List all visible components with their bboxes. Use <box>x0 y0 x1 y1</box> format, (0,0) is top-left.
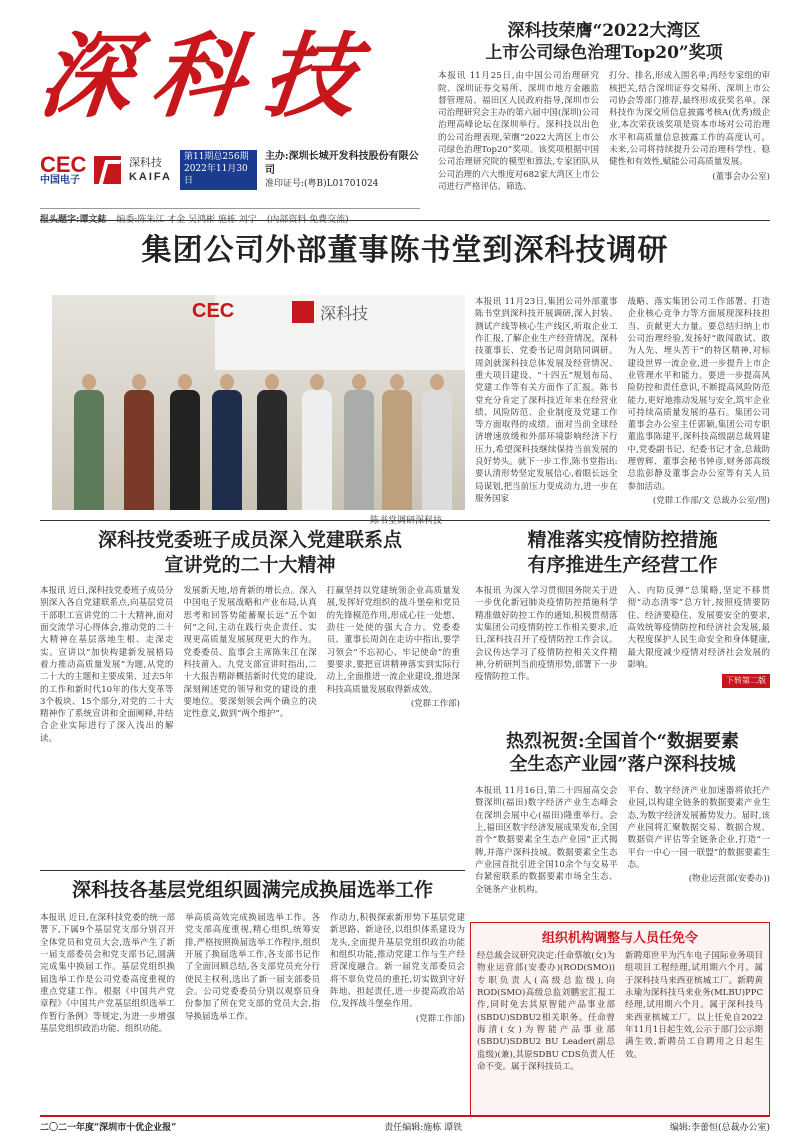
article-column: 打分、排名,形成入围名单;再经专家组的审核把关,结合深圳证券交易所、深圳上市公司协会等部门推荐,最终形成获奖名单。深科技作为深交所信息披露考核A(优秀)级企业,本次荣获该奖项是资本市场对公司治理水平和高质量信息披露工作的高度认可。未来,公司将持续提升公司治理科学性、稳健性和有效性,赋能公司高质量发展。 (董事会办公室) <box>609 71 770 182</box>
article-column: 本报讯 近日,深科技党委班子成员分别深入各自党建联系点,向基层党员干部职工宣讲党的二十大精神,面对面交流学习心得体会,推动党的二十大精神在基层落地生根、走深走实。宣讲以“加快构建新发展格局 着力推动高质量发展”为题,从党的二十大的主题和主要成果、过去5年的工作和新时代10年的伟大变革等3个板块、15个部分,对党的二十大精神作了系统宣讲和全面阐释,并结合企业实际进行了深入浅出的解读。 <box>40 586 174 744</box>
editorial-board: 编委:陈朱江 才金 吴鸿彬 施栋 刘宁 <box>116 215 257 225</box>
footer-award: 二〇二一年度“深圳市十优企业报” <box>40 1123 177 1133</box>
article-epidemic-body <box>475 585 770 688</box>
jump-label: 下转第二版 <box>722 674 770 688</box>
personnel-notice-box <box>470 922 770 1117</box>
main-headline: 集团公司外部董事陈书堂到深科技调研 <box>141 233 669 268</box>
byline: (董事会办公室) <box>712 171 770 182</box>
calligraphy-credit: 报头题字:谭文鋕 <box>40 215 107 225</box>
article-headline: 深科技荣膺“2022大湾区 上市公司绿色治理Top20”奖项 <box>485 21 723 64</box>
article-main-body <box>475 296 770 507</box>
logo-row <box>40 150 420 190</box>
article-column: 举高质高效完成换届选举工作。各党支部高度重视,精心组织,统筹安排,严格按照换届选举工作程序,组织开展了换届选举工作,各支部书记作了全面回顾总结,各支部党员充分行使民主权利,选出了新一届支部委员会。公司党委委员分别以观察员身份参加了所在党支部的党员大会,指导换届选举工作。 <box>185 913 320 1022</box>
byline: (物业运营部(安委办)) <box>688 874 770 885</box>
notice-column: 新聘郑世平为汽车电子国际业务项目组项目工程经理,试用期六个月。属于深科技马来西亚槟城工厂。新聘黄永瑜为深科技马来业务(MLBU)PPC经理,试用期六个月。属于深科技马来西亚槟城工厂。以上任免自2022年11月1日起生效,公示于部门公示期满生效,新聘员工自聘用之日起生效。 <box>625 951 763 1060</box>
article-column: 平台、数字经济产业加速器将依托产业园,以构建全链条的数据要素产业生态,为数字经济发展蓄势发力。届时,该产业园将汇聚数据交易、数据合规、数据资产评估等全链条企业,打造“一平台一中心一园一联盟”的数据要素生态。 (物业运营部(安委办)) <box>627 786 770 885</box>
kaifa-logo-text: 深科技 KAIFA <box>128 155 172 183</box>
article-column: 本报讯 为深入学习贯彻国务院关于进一步优化新冠肺炎疫情防控措施科学精准做好防控工作的通知,积极贯彻落实集团公司疫情防控工作相关要求,近日,深科技召开了疫情防控工作会议。会议传达学习了疫情防控相关文件精神,分析研判当前疫情形势,部署下一步疫情防控工作。 <box>475 586 618 683</box>
article-column: 作动力,积极探索新形势下基层党建新思路、新途径,以组织体系建设为龙头,全面提升基层党组织政治功能和组织功能,推动党建工作与生产经营深度融合。新一届党支部委员会将不辜负党员的重托,切实做到守好阵地、担起责任,进一步提高政治站位,发挥战斗堡垒作用。 (党群工作部) <box>330 913 465 1024</box>
notice-title: 组织机构调整与人员任免令 <box>541 931 698 946</box>
party-headline: 深科技党委班子成员深入党建联系点 宣讲党的二十大精神 <box>97 529 402 576</box>
photo-kaifa-logo-icon <box>292 301 314 323</box>
notice-column: 经总裁会议研究决定:任命蔡敏(女)为物业运营部(安委办)(ROD(SMO))专职负责人(高级总监级),向ROD(SMO)高级总监刘鹏宏汇报工作,同时免去其原智能产品事业部(SBDU)SDBU2相关职务。任命曾海清(女)为智能产品事业部(SBDU)SDBU2 BU Leader(副总监级)(兼),其原SDBU CDS负责人任命不变。属于深科技员工。 <box>477 951 615 1072</box>
article-column: 本报讯 11月16日,第二十四届高交会暨深圳(福田)数字经济产业生态峰会在深圳会展中心(福田)隆重举行。会上,福田区数字经济发展成果发布,全国首个“数据要素全生态产业园”正式揭牌,并落户深科技城。数据要素全生态产业园首批引进全国10余个与交易平台紧密联系的数据要素市场全生态、全链条产业机构。 <box>475 786 618 895</box>
article-party-body <box>40 585 460 745</box>
internal-note: (内部资料 免费交流) <box>266 215 349 225</box>
article-column: 本报讯 近日,在深科技党委的统一部署下,下属9个基层党支部分别召开全体党员和党员大会,选举产生了新一届支部委员会和党支部书记,圆满完成集中换届工作。基层党组织换届选举工作是公司党委高度重视的重点党建工作。根据《中国共产党章程》《中国共产党基层组织选举工作暂行条例》等规定,为进一步增强基层党组织政治功能、组织功能。 <box>40 913 175 1034</box>
editors-line <box>40 208 420 225</box>
byline: (党群工作部) <box>415 1013 465 1024</box>
photo-kaifa-text: 深科技 <box>320 304 369 323</box>
photo-caption: 陈书堂调研深科技 <box>370 516 443 526</box>
photo-cec-logo: CEC <box>192 300 235 322</box>
byline: (党群工作部/文 总裁办公室/图) <box>652 496 770 506</box>
byline: (党群工作部) <box>410 698 460 709</box>
article-column: 战略、落实集团公司工作部署、打造企业核心竞争力等方面展现深科技担当、贡献更大力量。要总结归纳上市公司治理经验,发扬好“敢闯敢试、敢为人先、埋头苦干”的特区精神,对标建设世界一流企业,进一步提升上市企业管理水平和能力。要进一步提高风险防控和责任意识,不断提高风险防范能力,更好地推动发展与安全,筑牢企业可持续高质量发展的基石。集团公司董事会办公室主任郭颖,集团公司专职董监事陈建平,深科技高级副总裁周建中,党委副书记、纪委书记才金,总裁助理曾辉、董事会秘书钟彦,财务部高级总监彭静及董事会办公室等有关人员参加活动。 (党群工作部/文 总裁办公室/图) <box>627 297 770 506</box>
divider <box>40 520 770 521</box>
epidemic-headline: 精准落实疫情防控措施 有序推进生产经营工作 <box>527 529 718 576</box>
data-headline: 热烈祝贺:全国首个“数据要素 全生态产业园”落户深科技城 <box>506 731 739 776</box>
masthead <box>34 20 420 170</box>
newspaper-title: 深科技 <box>34 22 382 130</box>
page-footer <box>40 1115 770 1133</box>
footer-layout: 编辑:李蕾恒(总裁办公室) <box>669 1123 770 1133</box>
election-headline: 深科技各基层党组织圆满完成换届选举工作 <box>71 879 433 901</box>
sponsor-info: 主办:深圳长城开发科技股份有限公司 准印证号:(粤B)L01701024 <box>264 150 419 189</box>
article-column: 发展新天地,培育新的增长点。深入中国电子发展战略和产业布局,认真思考和回答势能蓄聚长远“五个如何”之问,主动在践行央企责任、实现更高质量发展展现更大的作为。党委委员、监事会主席陈朱江在深科技莆入、九党支部宣讲时指出,二十大报告精辟概括新时代党的建设,深刻阐述党的领导和党的建设的重要地位。要深刻领会两个确立的决定性意义,做到“两个维护”。 <box>183 586 317 720</box>
article-data-body <box>475 785 770 896</box>
kaifa-logo-icon <box>94 156 121 184</box>
article-election-body <box>40 912 465 1035</box>
divider <box>40 870 465 871</box>
article-column: 入、内防反弹”总策略,坚定不移贯彻“动态清零”总方针,按照疫情要防住、经济要稳住、发展要安全的要求,高效统筹疫情防控和经济社会发展,最大程度保护人民生命安全和身体健康,最大限度减少疫情对经济社会发展的影响。 下转第二版 <box>628 585 771 688</box>
article-column: 本报讯 11月25日,由中国公司治理研究院、深圳证券交易所、深圳市地方金融监督管理局、福田区人民政府指导,深圳市公司治理研究会主办的第六届中国(深圳)公司治理高峰论坛在深圳举行。深科技以出色的公司治理表现,荣膺“2022大湾区上市公司绿色治理Top20”奖项。该奖项根据中国公司治理研究院的模型和算法,专家团队从公司治理的六大维度对682家大湾区上市公司进行严格评估、筛选、 <box>438 71 599 192</box>
article-column: 本报讯 11月23日,集团公司外部董事陈书堂到深科技开展调研,深入封装、测试产线等核心生产线区,听取企业工作汇报,了解企业生产经营情况。深科技董事长、党委书记周剑陪同调研。周剑就深科技总体发展及经营情况、重大项目建设、“十四五”规划布局、党建工作等有关方面作了汇报。陈书堂充分肯定了深科技近年来在经营业绩、风险防范、企业制度及党建工作等方面取得的成绩。面对当前全球经济增速放缓和外部环境影响经济下行压力,希望深科技继续保持当前发展的良好势头。就下一步工作,陈书堂指出:要认清形势坚定发展信心,着眼长远全局谋划,把当前压力变成动力,进一步在服务国家 <box>475 297 618 504</box>
issue-info: 第11期总256期 2022年11月30日 <box>180 150 257 189</box>
article-green-governance <box>438 20 770 193</box>
group-photo <box>52 295 465 510</box>
article-column: 打赢坚持以党建统领企业高质量发展,发挥好党组织的战斗堡垒和党员的先锋模范作用,形成心往一处想、劲往一处使的强大合力。党委委员、董事长周剑在走访中指出,要学习领会“不忘初心、牢记使命”的重要要求,要把宣讲精神落实到实际行动上,全面推进一流企业建设,推进深科技高质量发展取得新成效。 (党群工作部) <box>326 586 460 709</box>
cec-logo: CEC 中国电子 <box>40 152 87 186</box>
footer-editor: 责任编辑:施栋 谭铁 <box>384 1123 463 1133</box>
divider <box>40 220 770 221</box>
